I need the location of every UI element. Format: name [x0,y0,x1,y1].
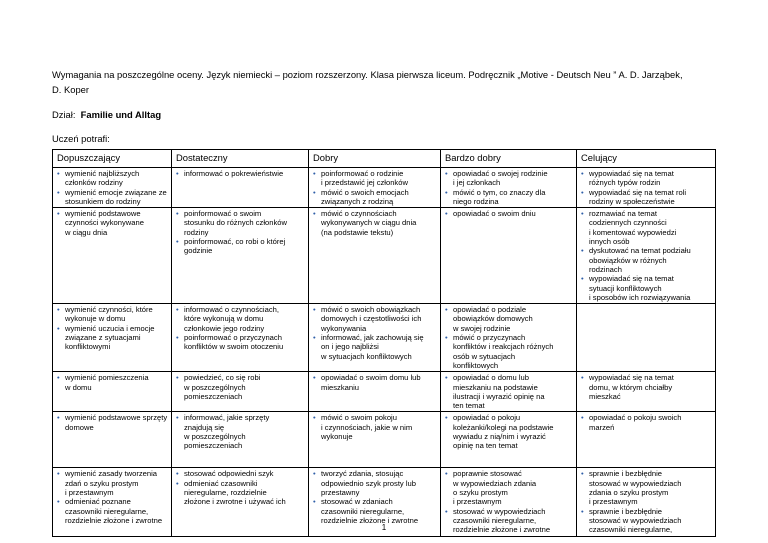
bullet-item-line: w wypowiedziach zdania [453,478,537,488]
bullet-item-line: mieszkaniu [321,382,359,392]
table-cell [172,304,309,372]
bullet-item-line: obowiązków w różnych [589,255,667,265]
table-cell [172,168,309,208]
bullet-item [176,305,304,333]
bullet-item-line: i przestawnym [589,497,638,507]
bullet-item-line: • powiedzieć, co się robi [184,373,261,383]
bullet-item-line: • poinformować, co robi o której [184,237,286,247]
table-cell [577,304,716,372]
table-row [53,412,716,468]
bullet-item-line: w ciągu dnia [65,227,108,237]
bullet-item-line: • wymienić najbliższych [65,169,140,178]
bullet-item-line: w poszczególnych [184,382,246,392]
bullet-item-line: • stosować w zdaniach [321,497,393,507]
bullet-item [57,188,167,207]
bullet-item [445,413,572,450]
bullet-item-line: • tworzyć zdania, stosując [321,469,404,479]
bullet-item-line: rozdzielnie złożone i zwrotne [65,515,163,525]
bullet-item-line: • informować, jakie sprzęty [184,413,270,423]
bullet-item-line: wykonywania [321,323,367,333]
bullet-item [581,274,711,302]
bullet-item-line: marzeń [589,422,615,432]
column-header-dostateczny: Dostateczny [172,150,309,168]
requirements-table [52,149,716,537]
section-heading [52,109,161,120]
bullet-item-line: • wymienić emocje związane ze [65,187,167,197]
bullet-item [313,188,436,207]
bullet-item-line: • mówić o swoich emocjach [321,187,409,197]
bullet-item-line: opinię na ten temat [453,441,518,451]
bullet-item-line: ten temat [453,401,485,411]
bullet-item-line: • informować o czynnościach, [184,305,279,315]
table-cell [577,208,716,304]
bullet-item [313,333,436,361]
table-cell [441,304,577,372]
bullet-item-line: wykonuje [321,432,353,442]
bullet-item-line: • wymienić czynności, które [65,305,153,315]
bullet-item-line: • mówić o przyczynach [453,333,526,343]
bullet-item-line: czasowniki nieregularne, [589,525,673,535]
bullet-item-line: • dyskutować na temat podziału [589,246,691,256]
bullet-item-line: • informować o pokrewieństwie [184,169,284,178]
bullet-item [581,373,711,401]
bullet-item-line: mieszkaniu na podstawie [453,382,538,392]
bullet-item [581,246,711,274]
document-title-line-1: Wymagania na poszczególne oceny. Język niemiecki – poziom rozszerzony. Klasa pierwsza liceum. Podręcznik „Motive - Deutsch Neu ” A. D. Jarząbek, [52,69,683,80]
column-header-dopuszczajacy: Dopuszczający [53,150,172,168]
bullet-item-line: konfliktów i reakcjach różnych [453,342,554,352]
bullet-item-line: • mówić o czynnościach [321,209,397,219]
bullet-item-line: • opowiadać o pokoju swoich [589,413,682,423]
bullet-item-line: konfliktów w swoim otoczeniu [184,342,284,352]
table-cell [172,372,309,412]
student-can-heading: Uczeń potrafi: [52,133,110,144]
bullet-item-line: o szyku prostym [453,488,508,498]
bullet-item-line: • mówić o swoim pokoju [321,413,397,423]
table-cell [53,372,172,412]
bullet-item [57,169,167,188]
table-row [53,304,716,372]
bullet-item-line: • wymienić zasady tworzenia [65,469,158,479]
bullet-item-line: • wymienić pomieszczenia [65,373,149,383]
table-row [53,208,716,304]
bullet-item-line: mieszkać [589,391,621,401]
bullet-item-line: zdań o szyku prostym [65,478,139,488]
bullet-item-line: • odmieniać poznane [65,497,131,507]
bullet-item [176,237,304,256]
table-cell [172,208,309,304]
bullet-item [445,209,572,218]
bullet-item-line: rozdzielnie złożone i zwrotne [453,525,551,535]
table-cell [441,372,577,412]
table-row [53,372,716,412]
bullet-item [581,169,711,188]
bullet-item [445,373,572,410]
bullet-item-line: • wypowiadać się na temat [589,274,674,284]
bullet-item-line: • opowiadać o pokoju [453,413,521,423]
bullet-item [445,305,572,333]
bullet-item [313,469,436,497]
bullet-item-line: przestawny [321,488,360,498]
bullet-item-line: odpowiednio szyk prosty lub [321,478,416,488]
bullet-item-line: czasowniki nieregularne, [453,515,537,525]
bullet-item-line: koleżanki/kolegi na podstawie [453,422,554,432]
bullet-item [313,373,436,392]
bullet-item [581,469,711,506]
bullet-item-line: pomieszczeniach [184,441,243,451]
bullet-item-line: on i jego najbliżsi [321,342,379,352]
section-label: Dział: [52,109,76,120]
bullet-item-line: codziennych czynności [589,218,667,228]
bullet-item-line: w domu [65,382,92,392]
bullet-item [57,497,167,525]
bullet-item-line: innych osób [589,237,630,247]
bullet-item-line: związane z sytuacjami [65,333,141,343]
bullet-item-line: i przestawnym [453,497,502,507]
bullet-item [313,209,436,237]
bullet-item-line: złożone i zwrotne i używać ich [184,497,286,507]
table-cell [441,168,577,208]
bullet-item-line: i przestawnym [65,488,114,498]
bullet-item-line: • wypowiadać się na temat [589,169,674,178]
bullet-item-line: i przedstawić jej członków [321,178,408,188]
bullet-item-line: różnych typów rodzin [589,178,661,188]
bullet-item [57,469,167,497]
table-cell [441,208,577,304]
table-cell [309,168,441,208]
bullet-item-line: wykonuje w domu [65,314,126,324]
bullet-item-line: i czynnościach, jakie w nim [321,422,413,432]
bullet-item-line: stosować w wypowiedziach [589,515,682,525]
bullet-item-line: • wypowiadać się na temat roli [589,187,687,197]
bullet-item-line: konfliktowymi [65,342,111,352]
table-cell [577,168,716,208]
table-cell [577,412,716,468]
bullet-item-line: • poprawnie stosować [453,469,522,479]
bullet-item-line: • odmieniać czasowniki [184,478,258,488]
bullet-item-line: (na podstawie tekstu) [321,227,394,237]
table-cell [577,372,716,412]
bullet-item-line: rodzinach [589,264,622,274]
bullet-item-line: ilustracji i wyrazić opinię na [453,391,545,401]
bullet-item-line: zdania o szyku prostym [589,488,669,498]
table-header-row [53,150,716,168]
bullet-item-line: • wymienić podstawowe sprzęty [65,413,168,423]
bullet-item-line: stosować w wypowiedziach [589,478,682,488]
bullet-item-line: czynności wykonywane [65,218,144,228]
bullet-item-line: • informować, jak zachowują się [321,333,424,343]
bullet-item-line: członków rodziny [65,178,123,188]
bullet-item-line: nieregularne, rozdzielnie [184,488,267,498]
bullet-item [57,209,167,237]
bullet-item-line: • opowiadać o podziale [453,305,527,315]
bullet-item-line: • poinformować o przyczynach [184,333,282,343]
column-header-dobry: Dobry [309,150,441,168]
bullet-item-line: • poinformować o swoim [184,209,262,219]
bullet-item-line: godzinie [184,246,213,256]
page-number: 1 [381,523,387,532]
bullet-item [57,324,167,352]
table-cell [53,208,172,304]
table-cell [309,304,441,372]
bullet-item [313,413,436,441]
bullet-item-line: stosunku do różnych członków [184,218,287,228]
bullet-item-line: • opowiadać o swoim dniu [453,209,536,219]
bullet-item [176,333,304,352]
bullet-item-line: • sprawnie i bezbłędnie [589,506,663,516]
table-cell [53,168,172,208]
bullet-item-line: • opowiadać o domu lub [453,373,529,383]
bullet-item-line: w poszczególnych [184,432,246,442]
bullet-item-line: rozdzielnie złożone i zwrotne [321,515,419,525]
bullet-item-line: i sposobów ich rozwiązywania [589,292,691,302]
bullet-item [176,373,304,401]
bullet-item [581,188,711,207]
bullet-item [57,373,167,392]
table-cell [53,412,172,468]
bullet-item-line: • mówić o swoich obowiązkach [321,305,421,315]
column-header-bardzo-dobry: Bardzo dobry [441,150,577,168]
bullet-item [57,413,167,432]
bullet-item-line: niego rodzina [453,196,499,206]
document-title-line-2: D. Koper [52,84,89,95]
bullet-item-line: • stosować w wypowiedziach [453,506,546,516]
bullet-item-line: rodziny w społeczeństwie [589,196,675,206]
column-header-celujacy: Celujący [577,150,716,168]
bullet-item-line: • poinformować o rodzinie [321,169,404,178]
bullet-item-line: czasowniki nieregularne, [65,506,149,516]
bullet-item-line: • wymienić uczucia i emocje [65,323,155,333]
bullet-item-line: i jej członkach [453,178,501,188]
bullet-item [313,169,436,188]
bullet-item-line: czasowniki nieregularne, [321,506,405,516]
bullet-item [581,413,711,432]
bullet-item-line: obowiązków domowych [453,314,533,324]
bullet-item [445,333,572,370]
bullet-item-line: • rozmawiać na temat [589,209,657,219]
bullet-item [176,413,304,450]
bullet-item-line: • wypowiadać się na temat [589,373,674,383]
bullet-item [445,188,572,207]
bullet-item-line: członkowie jego rodziny [184,323,265,333]
bullet-item-line: • opowiadać o swojej rodzinie [453,169,548,178]
bullet-item-line: • opowiadać o swoim domu lub [321,373,421,383]
bullet-item-line: domu, w którym chciałby [589,382,673,392]
bullet-item-line: znajdują się [184,422,225,432]
bullet-item-line: domowe [65,422,94,432]
bullet-item-line: sytuacji konfliktowych [589,283,662,293]
bullet-item-line: wykonywanych w ciągu dnia [321,218,417,228]
table-cell [309,412,441,468]
bullet-item-line: • mówić o tym, co znaczy dla [453,187,546,197]
bullet-item [176,469,304,478]
bullet-item-line: wywiadu z nią/nim i wyrazić [453,432,546,442]
bullet-item [57,305,167,324]
table-cell [172,412,309,468]
table-cell [309,372,441,412]
section-value: Familie und Alltag [80,109,162,120]
bullet-item-line: konfliktowych [453,360,499,370]
bullet-item-line: pomieszczeniach [184,391,243,401]
bullet-item [176,169,304,178]
bullet-item-line: • stosować odpowiedni szyk [184,469,274,479]
bullet-item-line: i komentować wypowiedzi [589,227,677,237]
bullet-item-line: w swojej rodzinie [453,323,511,333]
bullet-item [581,209,711,246]
table-cell [309,208,441,304]
table-row [53,168,716,208]
bullet-item [176,209,304,237]
bullet-item-line: • wymienić podstawowe [65,209,141,219]
bullet-item [176,479,304,507]
bullet-item-line: osób w sytuacjach [453,351,516,361]
bullet-item-line: w sytuacjach konfliktowych [321,351,412,361]
bullet-item-line: • sprawnie i bezbłędnie [589,469,663,479]
table-cell [53,304,172,372]
bullet-item-line: które wykonują w domu [184,314,264,324]
bullet-item-line: związanych z rodziną [321,196,394,206]
bullet-item [313,305,436,333]
bullet-item [313,497,436,525]
table-cell [441,412,577,468]
bullet-item-line: stosunkiem do rodziny [65,196,141,206]
bullet-item-line: domowych i częstotliwości ich [321,314,422,324]
bullet-item [445,469,572,506]
bullet-item [445,169,572,188]
bullet-item-line: rodziny [184,227,209,237]
